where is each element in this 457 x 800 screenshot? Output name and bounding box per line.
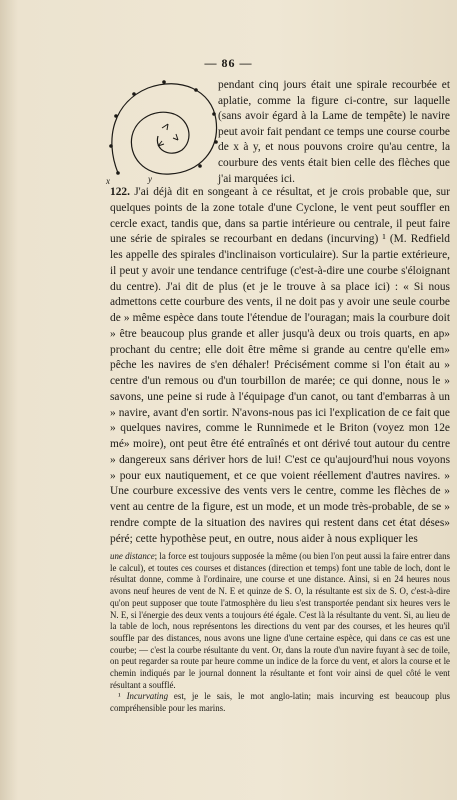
footnote-marker: ¹ — [118, 691, 121, 702]
footnote-lead: une distance — [110, 551, 155, 561]
paragraph-number: 122. — [110, 186, 130, 198]
footnote-1 — [110, 691, 450, 714]
figure-label-x: x — [106, 176, 110, 186]
footnote-continuation-text: ; la force est toujours supposée la même (ou bien l'on peut aussi la faire entrer dans le calcul), et toutes ces courses et distances (direction et temps) font une table de loch, dont le résultat donne, comme à l'ordinaire, une course et une distance. Ainsi, si en 24 heures nous avons neuf heures de vent de N. E et quinze de S. O, la résultante est six de S. O, c'est-à-dire qu'on peut supposer que toute l'atmosphère du lieu s'est transportée pendant six heures vers le N. E, si l'énergie des deux vents a toujours été égale. C'est là la résultante du vent. Si, au lieu de la table de loch, nous représentons les directions du vent par des courses, et les heures qu'il souffle par des distances, nous avons une ligne d'une certaine espèce, qui dans ce cas est une courbe; — c'est la courbe résultante du vent. Or, dans la route d'un navire fuyant à sec de toile, on peut regarder sa route par heure comme un indice de la force du vent, et alors la course et le chemin indiqués par le journal donnent la résultante et font voir ainsi de quel côté le vent résultant a soufflé. — [110, 551, 450, 690]
spiral-figure — [104, 76, 222, 188]
footnotes — [110, 551, 450, 715]
footnote-continuation — [110, 551, 450, 691]
intro-paragraph: pendant cinq jours était une spirale recourbée et aplatie, comme la figure ci-contre, sur laquelle (sans avoir égard à la Lame de tempête) le navire peut avoir fait pendant ce temps une course courbe de x à y, et nous pouvons croire qu'au centre, la courbure des vents était bien celle des flèches que j'ai marquées ici. — [218, 79, 450, 185]
paragraph-body: J'ai déjà dit en songeant à ce résultat, et je crois probable que, sur quelques points de la zone totale d'une Cyclone, le vent peut souffler en cercle exact, tandis que, dans sa partie intérieure ou centrale, il peut faire une série de spirales se recourbant en dedans (incurving) ¹ (M. Redfield les appelle des spirales d'inclinaison vorticulaire). Sur la partie extérieure, il peut y avoir une tendance centrifuge (c'est-à-dire une courbe s'éloignant du centre). J'ai dit de plus (et je le trouve à sa place ici) : « Si nous admettons cette courbure des vents, il ne doit pas y avoir une seule courbe de » même espèce dans toute l'étendue de l'ouragan; mais la courbure doit » être beaucoup plus grande et aller jusqu'à deux ou trois quarts, en ap» prochant du centre; elle doit être même si grande au centre qu'elle em» pêche les navires de s'en déhaler! Précisément comme si l'on était au » centre d'un remous ou d'un tourbillon de marée; ce qui donne, nous le » savons, une peine si rude à l'équipage d'un canot, ou tant d'embarras à un » navire, avant d'en sortir. N'avons-nous pas ici l'explication de ce fait que » quelques navires, comme le Runnimede et le Briton (voyez mon 12e mé» moire), ont peut être été entraînés et ont dérivé tout autour du centre » dangereux sans dériver hors de lui! C'est ce qu'aujourd'hui nous voyons » pour eux nautiquement, et ce que voient réellement d'autres navires. » Une courbure excessive des vents vers le centre, comme les flèches de » vent au centre de la figure, est un mode, et un mode très-probable, de se » rendre compte de la situation des navires qui restent dans cet état déses» péré; cette hypothèse peut, en outre, nous aider à nous expliquer les — [110, 186, 450, 545]
page-number: — 86 — — [204, 56, 253, 70]
footnote-1-text: est, je le sais, le mot anglo-latin; mais incurving est beaucoup plus compréhensible pour les marins. — [110, 691, 450, 714]
figure-label-y: y — [148, 174, 152, 184]
paragraph-122 — [110, 185, 450, 547]
footnote-term: Incurvating — [126, 691, 169, 702]
